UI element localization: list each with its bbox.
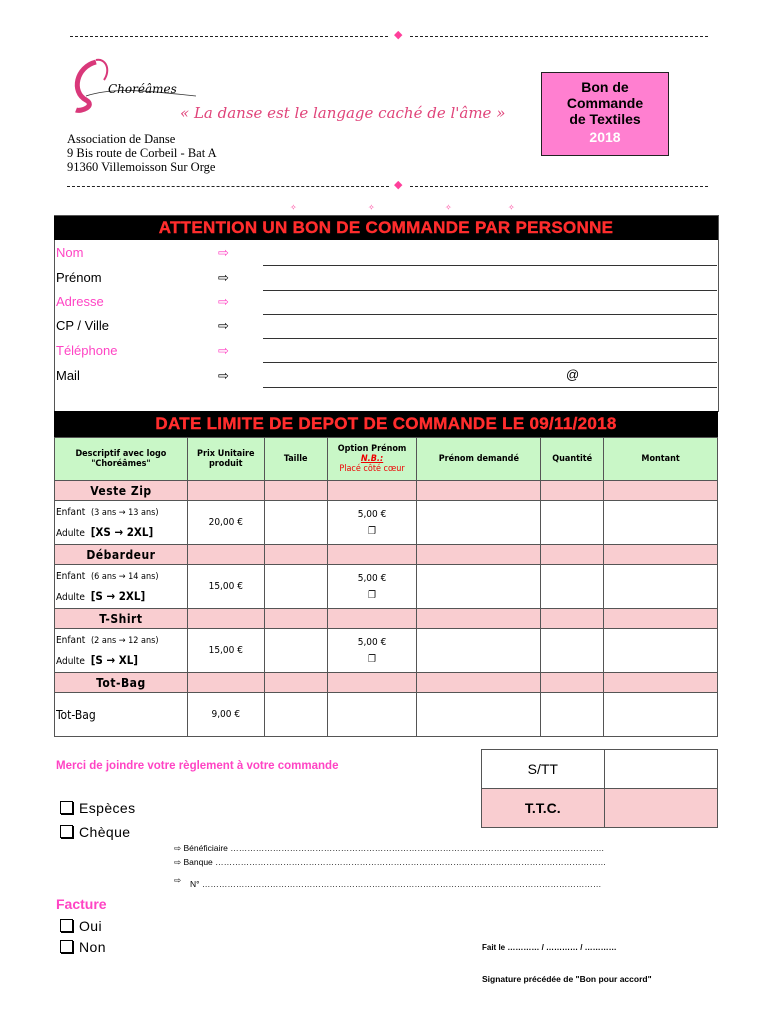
checkbox-icon[interactable] xyxy=(60,940,73,953)
table-row xyxy=(55,629,718,673)
montant-cell[interactable] xyxy=(604,693,718,737)
arrow-right-icon: ⇨ xyxy=(218,294,229,309)
arrow-right-icon: ⇨ xyxy=(218,368,229,383)
deadline-banner: DATE LIMITE DE DEPOT DE COMMANDE LE 09/11/2018 xyxy=(54,411,718,437)
quantite-cell[interactable] xyxy=(541,565,604,609)
table-row xyxy=(55,501,718,545)
arrow-right-icon: ⇨ xyxy=(174,875,182,885)
taille-cell[interactable] xyxy=(264,629,327,673)
top-separator-right xyxy=(410,36,708,37)
at-sign: @ xyxy=(566,367,580,382)
disabled-cell xyxy=(327,693,417,737)
payment-notice: Merci de joindre votre règlement à votre commande xyxy=(56,760,339,772)
option-cell xyxy=(327,565,417,609)
address-line-3: 91360 Villemoisson Sur Orge xyxy=(67,160,216,174)
adresse-input-line[interactable] xyxy=(263,314,717,315)
col-descriptif: Descriptif avec logo "Choréâmes" xyxy=(55,438,188,481)
facture-title: Facture xyxy=(56,896,107,912)
banque-line[interactable]: ⇨ Banque ………………………………………………………………………………………………………………………… xyxy=(174,857,607,867)
col-montant: Montant xyxy=(604,438,718,481)
checkbox-icon[interactable] xyxy=(60,825,73,838)
numero-line[interactable]: N° …………………………………………………………………………………………………………………………… xyxy=(190,879,602,889)
quantite-cell[interactable] xyxy=(541,501,604,545)
col-quantite: Quantité xyxy=(541,438,604,481)
subtotal-label: S/TT xyxy=(482,750,605,789)
col-prix: Prix Unitaire produit xyxy=(187,438,264,481)
one-form-per-person-banner: ATTENTION UN BON DE COMMANDE PAR PERSONNE xyxy=(54,216,718,240)
col-prenom: Prénom demandé xyxy=(417,438,541,481)
tagline: « La danse est le langage caché de l'âme » xyxy=(180,104,506,122)
bon-box-year: 2018 xyxy=(589,129,621,145)
bon-box-line2: Commande xyxy=(566,95,644,111)
totals-table xyxy=(481,749,718,828)
small-diamond-icon: ✧ xyxy=(290,203,297,212)
ttc-label: T.T.C. xyxy=(482,789,605,828)
category-row xyxy=(55,481,718,501)
arrow-right-icon: ⇨ xyxy=(218,318,229,333)
disabled-cell xyxy=(264,693,327,737)
taille-cell[interactable] xyxy=(264,501,327,545)
cp-ville-input-line[interactable] xyxy=(263,338,717,339)
bon-box-line3: de Textiles xyxy=(569,111,641,127)
subtotal-value[interactable] xyxy=(604,750,717,789)
prenom-label: Prénom xyxy=(56,270,102,285)
bon-de-commande-box xyxy=(541,72,669,156)
nom-input-line[interactable] xyxy=(263,265,717,266)
col-option xyxy=(327,438,417,481)
option-cell xyxy=(327,629,417,673)
category-name: Débardeur xyxy=(55,545,188,565)
montant-cell[interactable] xyxy=(604,565,718,609)
cheque-option[interactable] xyxy=(60,824,130,840)
telephone-label: Téléphone xyxy=(56,343,118,358)
arrow-right-icon: ⇨ xyxy=(218,245,229,260)
arrow-right-icon: ⇨ xyxy=(218,270,229,285)
totbag-item: Tot-Bag xyxy=(55,693,188,737)
category-row xyxy=(55,609,718,629)
col-taille: Taille xyxy=(264,438,327,481)
montant-cell[interactable] xyxy=(604,501,718,545)
facture-oui-option[interactable] xyxy=(60,918,102,934)
top-separator-left xyxy=(70,36,388,37)
ttc-value[interactable] xyxy=(604,789,717,828)
separator-diamond-icon: ◆ xyxy=(394,29,403,41)
unit-price: 15,00 € xyxy=(187,629,264,673)
unit-price: 20,00 € xyxy=(187,501,264,545)
nom-label: Nom xyxy=(56,245,84,260)
prenom-cell[interactable] xyxy=(417,629,541,673)
category-row xyxy=(55,673,718,693)
option-price: 5,00 € xyxy=(357,572,387,584)
header-separator-right xyxy=(410,186,708,187)
mail-label: Mail xyxy=(56,368,80,383)
size-ranges: Enfant (6 ans → 14 ans) Adulte [S → 2XL] xyxy=(55,565,188,609)
table-row xyxy=(55,693,718,737)
address-line-1: Association de Danse xyxy=(67,132,176,146)
especes-option[interactable] xyxy=(60,800,136,816)
quantite-cell[interactable] xyxy=(541,629,604,673)
option-note: Placé côté cœur xyxy=(339,464,405,474)
facture-non-option[interactable] xyxy=(60,939,106,955)
table-header-row xyxy=(55,438,718,481)
checkbox-icon[interactable] xyxy=(60,801,73,814)
option-cell xyxy=(327,501,417,545)
category-row xyxy=(55,545,718,565)
prenom-input-line[interactable] xyxy=(263,290,717,291)
unit-price: 15,00 € xyxy=(187,565,264,609)
option-title: Option Prénom xyxy=(337,444,407,454)
size-ranges: Enfant (2 ans → 12 ans) Adulte [S → XL] xyxy=(55,629,188,673)
option-checkbox[interactable]: ❐ xyxy=(367,653,377,665)
non-label: Non xyxy=(79,939,106,955)
small-diamond-icon: ✧ xyxy=(445,203,452,212)
separator-diamond-icon: ◆ xyxy=(394,179,403,191)
address-line-2: 9 Bis route de Corbeil - Bat A xyxy=(67,146,217,160)
bon-box-line1: Bon de xyxy=(581,79,629,95)
option-price: 5,00 € xyxy=(357,636,387,648)
taille-cell[interactable] xyxy=(264,565,327,609)
category-name: Tot-Bag xyxy=(55,673,188,693)
option-checkbox[interactable]: ❐ xyxy=(367,525,377,537)
arrow-right-icon: ⇨ xyxy=(218,343,229,358)
cheque-label: Chèque xyxy=(79,824,131,840)
size-ranges: Enfant (3 ans → 13 ans) Adulte [XS → 2XL] xyxy=(55,501,188,545)
oui-label: Oui xyxy=(79,918,102,934)
header-separator-left xyxy=(67,186,389,187)
montant-cell[interactable] xyxy=(604,629,718,673)
option-checkbox[interactable]: ❐ xyxy=(367,589,377,601)
unit-price: 9,00 € xyxy=(187,693,264,737)
prenom-cell[interactable] xyxy=(417,565,541,609)
cp-ville-label: CP / Ville xyxy=(56,318,109,333)
logo-script-text: Choréâmes xyxy=(108,82,177,96)
adresse-label: Adresse xyxy=(56,294,104,309)
option-nb: N.B.: xyxy=(360,454,384,464)
mail-input-line[interactable] xyxy=(263,387,717,388)
signature-line: Signature précédée de "Bon pour accord" xyxy=(482,974,652,984)
address-block xyxy=(67,132,217,174)
option-price: 5,00 € xyxy=(357,508,387,520)
checkbox-icon[interactable] xyxy=(60,919,73,932)
disabled-cell xyxy=(417,693,541,737)
beneficiaire-line[interactable]: ⇨ Bénéficiaire …………………………………………………………………………………………………………………… xyxy=(174,843,605,853)
small-diamond-icon: ✧ xyxy=(508,203,515,212)
prenom-cell[interactable] xyxy=(417,501,541,545)
order-table xyxy=(54,437,718,737)
table-row xyxy=(55,565,718,609)
category-name: T-Shirt xyxy=(55,609,188,629)
quantite-cell[interactable] xyxy=(541,693,604,737)
date-line[interactable]: Fait le ………… / ………… / ………… xyxy=(482,943,617,952)
category-name: Veste Zip xyxy=(55,481,188,501)
small-diamond-icon: ✧ xyxy=(368,203,375,212)
telephone-input-line[interactable] xyxy=(263,362,717,363)
especes-label: Espèces xyxy=(79,800,136,816)
